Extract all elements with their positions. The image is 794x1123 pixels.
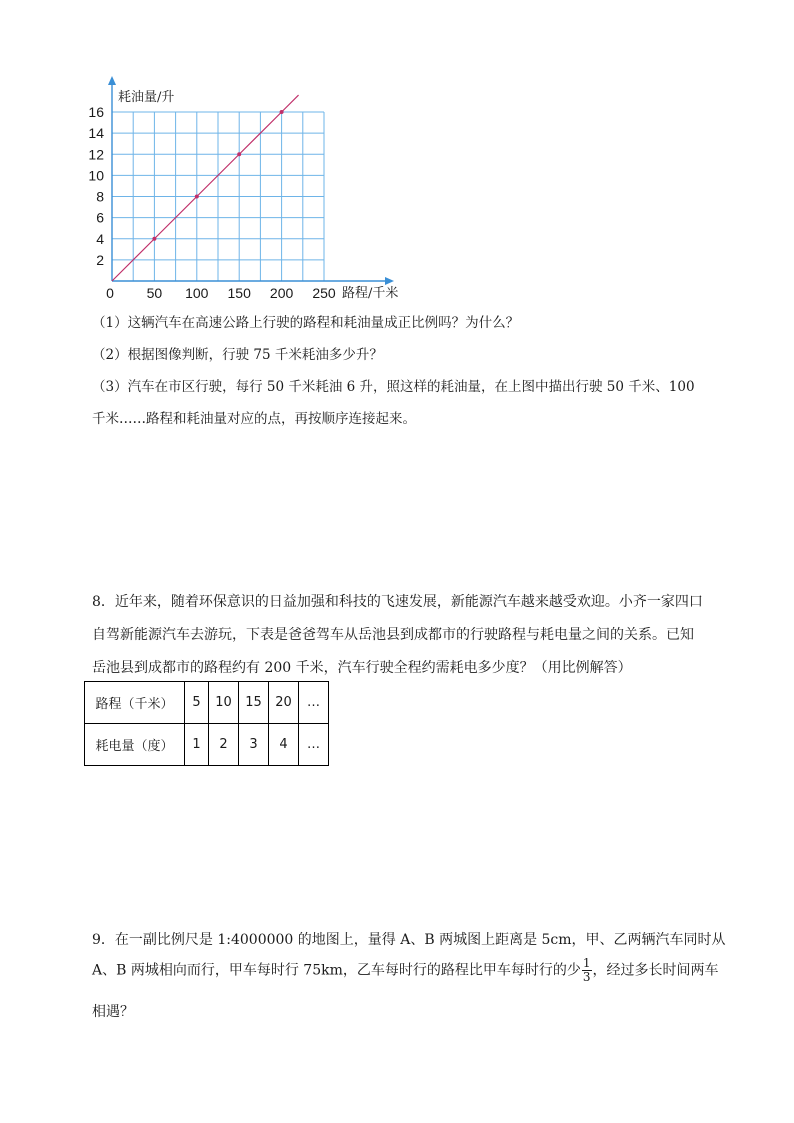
fraction-numerator: 1: [582, 956, 591, 970]
q9-line2-part1: A、B 两城相向而行，甲车每时行 75km，乙车每时行的路程比甲车每时行的少: [92, 962, 581, 979]
table-cell: 3: [239, 724, 269, 766]
table-cell: 2: [209, 724, 239, 766]
chart-grid: [112, 112, 324, 281]
table-row: [85, 724, 329, 766]
q9-line3: 相遇？: [92, 1004, 134, 1020]
chart-series: [112, 95, 299, 281]
table-row: [85, 682, 329, 724]
table-cell: 20: [269, 682, 299, 724]
y-tick-label: 4: [96, 230, 104, 247]
table-cell: …: [299, 682, 329, 724]
fuel-distance-chart: [0, 0, 794, 320]
y-tick-label: 2: [96, 251, 104, 268]
fraction-one-third: [582, 957, 592, 984]
q9-line2-part2: ，经过多长时间两车: [592, 962, 719, 979]
y-axis-label: 耗油量/升: [118, 90, 175, 105]
x-axis-arrow: [385, 277, 394, 285]
q8-text: 8．近年来，随着环保意识的日益加强和科技的飞速发展，新能源汽车越来越受欢迎。小齐一家四口自驾新能源汽车去游玩，下表是爸爸驾车从岳池县到成都市的行驶路程与耗电量之间的关系。已知岳池县到成都市的路程约有 200 千米，汽车行驶全程约需耗电多少度？（用比例解答）: [92, 594, 703, 676]
table-cell: 5: [185, 682, 209, 724]
chart-axes: [108, 76, 394, 285]
data-point: [280, 110, 284, 114]
table-row-header: 路程（千米）: [85, 682, 185, 724]
x-tick-label: 200: [269, 285, 294, 301]
x-tick-label: 50: [146, 285, 163, 301]
table-cell: 4: [269, 724, 299, 766]
y-tick-label: 10: [88, 167, 104, 184]
y-tick-label: 14: [88, 125, 104, 142]
table-row-header: 耗电量（度）: [85, 724, 185, 766]
y-tick-label: 12: [88, 146, 104, 163]
x-tick-label: 100: [185, 285, 209, 301]
q7-sub1: （1）这辆汽车在高速公路上行驶的路程和耗油量成正比例吗？为什么？: [92, 315, 520, 331]
table-cell: 10: [209, 682, 239, 724]
q9-line2: [92, 957, 719, 984]
y-tick-label: 6: [96, 209, 104, 226]
fraction-denominator: 3: [582, 970, 591, 984]
x-tick-label: 0: [106, 285, 114, 301]
table-cell: …: [299, 724, 329, 766]
q8-table: [84, 681, 329, 766]
q9-line1: 9．在一副比例尺是 1:4000000 的地图上，量得 A、B 两城图上距离是 5cm，甲、乙两辆汽车同时从: [92, 932, 726, 948]
table-cell: 15: [239, 682, 269, 724]
series-line: [112, 95, 299, 281]
data-point: [152, 237, 156, 241]
y-tick-label: 8: [96, 188, 104, 205]
data-point: [237, 152, 241, 156]
q7-sub2: （2）根据图像判断，行驶 75 千米耗油多少升？: [92, 347, 383, 363]
q7-sub3-line1: （3）汽车在市区行驶，每行 50 千米耗油 6 升，照这样的耗油量，在上图中描出行驶 50 千米、100: [92, 379, 695, 395]
y-tick-label: 16: [88, 104, 104, 120]
x-tick-label: 250: [312, 285, 336, 301]
y-axis-arrow: [108, 76, 116, 85]
table-cell: 1: [185, 724, 209, 766]
q7-sub3-line2: 千米……路程和耗油量对应的点，再按顺序连接起来。: [92, 411, 416, 427]
x-tick-label: 150: [227, 285, 251, 301]
data-point: [195, 195, 199, 199]
x-axis-label: 路程/千米: [342, 286, 399, 301]
